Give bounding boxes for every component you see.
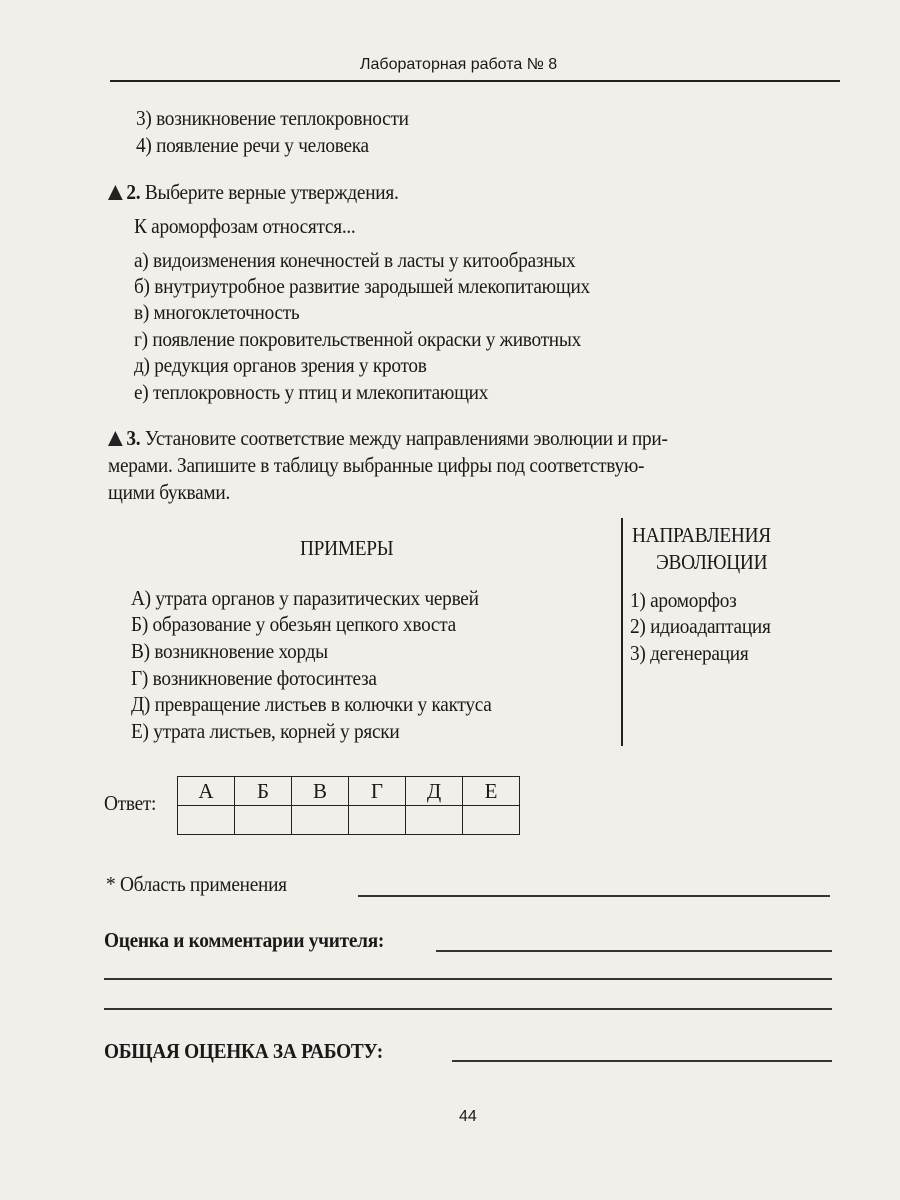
- example-item: Г) возникновение фотосинтеза: [131, 666, 377, 690]
- examples-heading: ПРИМЕРЫ: [300, 536, 394, 560]
- answer-letter: А: [178, 777, 235, 806]
- option: а) видоизменения конечностей в ласты у китообразных: [134, 248, 576, 272]
- option: б) внутриутробное развитие зародышей млекопитающих: [134, 274, 590, 298]
- application-field[interactable]: [358, 895, 830, 897]
- answer-letter: В: [292, 777, 349, 806]
- header-rule: [110, 80, 840, 82]
- directions-heading: ЭВОЛЮЦИИ: [656, 550, 768, 574]
- triangle-icon: [108, 431, 123, 446]
- q2-heading: 2. Выберите верные утверждения.: [108, 180, 399, 205]
- application-label: * Область применения: [106, 872, 287, 896]
- answer-cell[interactable]: [463, 806, 520, 835]
- list-item: 3) возникновение теплокровности: [136, 106, 409, 130]
- answer-letter: Г: [349, 777, 406, 806]
- page-number: 44: [459, 1108, 477, 1125]
- option: г) появление покровительственной окраски у животных: [134, 327, 581, 351]
- answer-cell[interactable]: [349, 806, 406, 835]
- q3-prompt: мерами. Запишите в таблицу выбранные цифры под соответствую-: [108, 453, 645, 477]
- option: е) теплокровность у птиц и млекопитающих: [134, 380, 489, 404]
- example-item: А) утрата органов у паразитических червей: [131, 586, 479, 610]
- example-item: В) возникновение хорды: [131, 639, 328, 663]
- teacher-comment-line[interactable]: [104, 1008, 832, 1010]
- example-item: Е) утрата листьев, корней у ряски: [131, 719, 400, 743]
- answer-cell[interactable]: [178, 806, 235, 835]
- example-item: Б) образование у обезьян цепкого хвоста: [131, 612, 456, 636]
- option: в) многоклеточность: [134, 300, 300, 324]
- q3-heading: 3. Установите соответствие между направлениями эволюции и при-: [108, 426, 668, 451]
- direction-item: 2) идиоадаптация: [630, 614, 771, 638]
- answer-cell[interactable]: [406, 806, 463, 835]
- answer-table: [177, 776, 520, 835]
- option: д) редукция органов зрения у кротов: [134, 353, 427, 377]
- overall-grade-label: ОБЩАЯ ОЦЕНКА ЗА РАБОТУ:: [104, 1039, 383, 1063]
- example-item: Д) превращение листьев в колючки у кактуса: [131, 692, 492, 716]
- answer-cell[interactable]: [292, 806, 349, 835]
- direction-item: 3) дегенерация: [630, 641, 749, 665]
- teacher-comment-field[interactable]: [436, 950, 832, 952]
- triangle-icon: [108, 185, 123, 200]
- teacher-comment-line[interactable]: [104, 978, 832, 980]
- q3-prompt: щими буквами.: [108, 480, 231, 504]
- answer-letter: Е: [463, 777, 520, 806]
- directions-heading: НАПРАВЛЕНИЯ: [632, 523, 771, 547]
- teacher-comment-label: Оценка и комментарии учителя:: [104, 928, 385, 952]
- direction-item: 1) ароморфоз: [630, 588, 737, 612]
- q2-lead: К ароморфозам относятся...: [134, 214, 356, 238]
- list-item: 4) появление речи у человека: [136, 133, 369, 157]
- answer-letter: Б: [235, 777, 292, 806]
- answer-letter: Д: [406, 777, 463, 806]
- page-header: Лабораторная работа № 8: [360, 56, 558, 73]
- overall-grade-field[interactable]: [452, 1060, 832, 1062]
- answer-label: Ответ:: [104, 791, 157, 815]
- answer-cell[interactable]: [235, 806, 292, 835]
- column-divider: [621, 518, 623, 746]
